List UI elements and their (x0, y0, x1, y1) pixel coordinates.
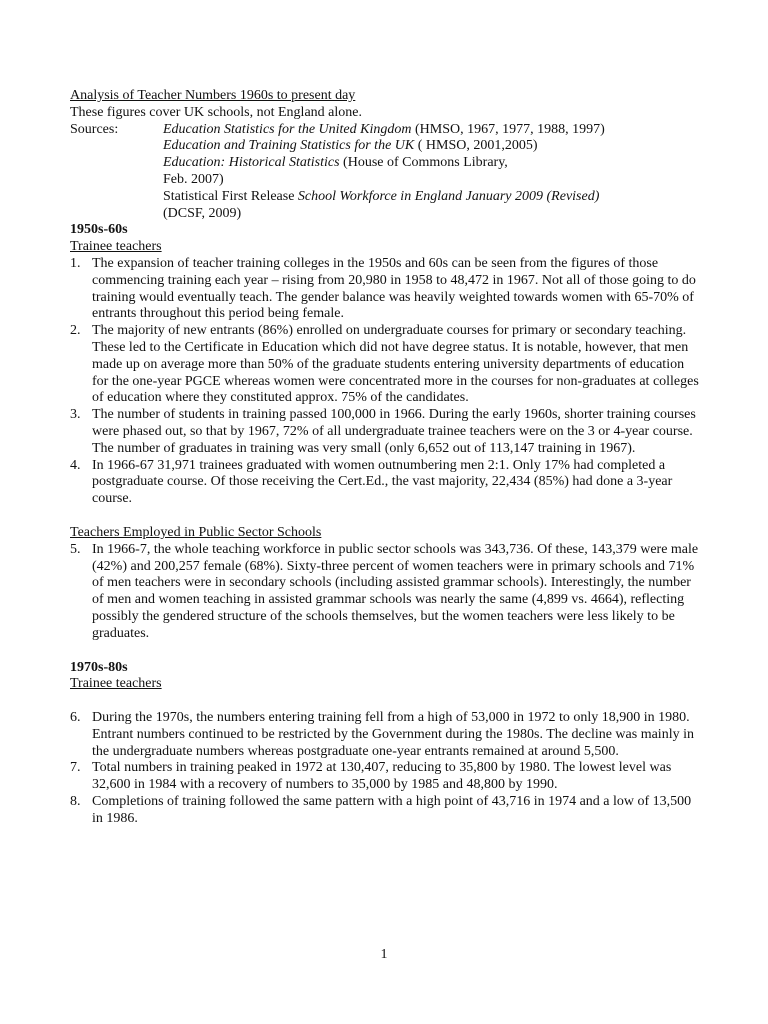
coverage-note: These figures cover UK schools, not England alone. (70, 104, 362, 120)
list-item: 4. In 1966-67 31,971 trainees graduated with women outnumbering men 2:1. Only 17% had completed a postgraduate course. Of those receiving the Cert.Ed., the vast majority, 22,434 (85%) had done a 3-year course. (70, 457, 673, 507)
section-heading: 1950s-60s (70, 222, 128, 238)
list-item: 5. In 1966-7, the whole teaching workforce in public sector schools was 343,736. Of these, 143,379 were male (42%) and 200,257 female (68%). Sixty-three percent of women teachers were in primary schools and 71% of men teachers were in secondary schools (including assisted grammar schools). Interestingly, the number of men and women teaching in assisted grammar schools was nearly the same (4,899 vs. 4664), reflecting possibly the gendered structure of the schools themselves, but the women teachers were less likely to be graduates. (70, 541, 699, 641)
document-title: Analysis of Teacher Numbers 1960s to present day (70, 88, 356, 103)
sources-label: Sources: (70, 121, 119, 137)
list-item: 6. During the 1970s, the numbers entering training fell from a high of 53,000 in 1972 to only 18,900 in 1980. Entrant numbers continued to be restricted by the Government during the 1980s. The decline was mainly in the undergraduate numbers whereas postgraduate one-year entrants remained at around 5,500. (70, 710, 694, 759)
list-item: 1. The expansion of teacher training colleges in the 1950s and 60s can be seen from the figures of those commencing training each year – rising from 20,980 in 1958 to 48,472 in 1967. Not all of those going to do training would eventually teach. The gender balance was heavily weighted towards women with 65-70% of entrants throughout this period being female. (70, 255, 696, 322)
page-number: 1 (380, 947, 388, 962)
sources-list (163, 122, 700, 223)
list-item: 8. Completions of training followed the same pattern with a high point of 43,716 in 1974 and a low of 13,500 in 1986. (70, 794, 692, 826)
source-entry: Education and Training Statistics for the UK ( HMSO, 2001,2005) (163, 138, 538, 154)
source-entry: Statistical First Release School Workforce in England January 2009 (Revised) (163, 188, 600, 204)
source-entry: (DCSF, 2009) (163, 205, 242, 221)
subsection-heading: Teachers Employed in Public Sector Schools (70, 524, 322, 540)
section-heading: 1970s-80s (70, 659, 128, 675)
list-item: 7. Total numbers in training peaked in 1972 at 130,407, reducing to 35,800 by 1980. The lowest level was 32,600 in 1984 with a recovery of numbers to 35,000 by 1985 and 48,800 by 1990. (70, 760, 672, 793)
subsection-heading: Trainee teachers (70, 676, 162, 692)
numbered-list (70, 256, 700, 508)
sources-block (70, 122, 700, 223)
source-entry: Education: Historical Statistics (House of Commons Library, (163, 155, 508, 171)
source-entry: Feb. 2007) (163, 171, 224, 187)
list-item: 2. The majority of new entrants (86%) enrolled on undergraduate courses for primary or secondary teaching. These led to the Certificate in Education which did not have degree status. It is notable, however, that men made up on average more than 50% of the graduate students entering university departments of education for the one-year PGCE whereas women were concentrated more in the courses for non-graduates at colleges of education where they constituted approx. 75% of the candidates. (70, 323, 699, 406)
source-entry: Education Statistics for the United Kingdom (HMSO, 1967, 1977, 1988, 1997) (163, 121, 605, 137)
list-item: 3. The number of students in training passed 100,000 in 1966. During the early 1960s, shorter training courses were phased out, so that by 1967, 72% of all undergraduate trainee teachers were on the 3 or 4-year course. The number of graduates in training was very small (only 6,652 out of 113,147 training in 1967). (70, 407, 696, 456)
subsection-heading: Trainee teachers (70, 239, 162, 255)
document-page (70, 88, 700, 828)
numbered-list (70, 710, 700, 828)
numbered-list (70, 542, 700, 643)
